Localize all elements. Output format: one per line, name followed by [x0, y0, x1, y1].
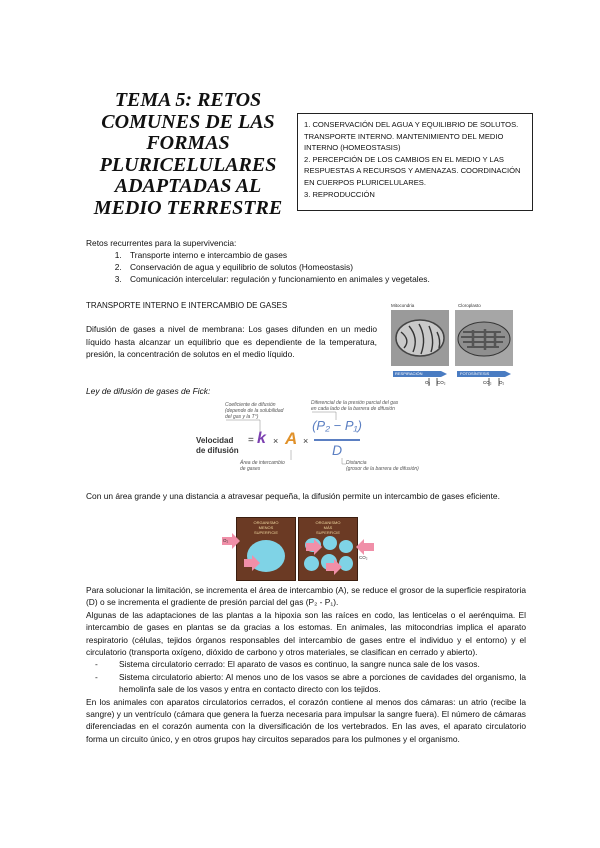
gas-label: CO₂ — [437, 380, 446, 385]
title-line: MEDIO TERRESTRE — [93, 196, 283, 219]
adaptations-section — [86, 584, 526, 745]
annotation-leaders — [196, 398, 456, 482]
annotation-line: (depende de la solubilidad — [225, 408, 284, 414]
gas-label: O₂ — [499, 380, 505, 385]
bar-label: FOTOSÍNTESIS — [460, 371, 490, 376]
gas-label: CO₂ — [483, 380, 492, 385]
intro-list — [86, 249, 526, 285]
times-sign: × — [273, 436, 279, 446]
summary-item: 1. CONSERVACIÓN DEL AGUA Y EQUILIBRIO DE SOLUTOS. TRANSPORTE INTERNO. MANTENIMIENTO DEL MEDIO INTERNO (HOMEOSTASIS) — [304, 120, 519, 153]
summary-item: 2. PERCEPCIÓN DE LOS CAMBIOS EN EL MEDIO Y LAS RESPUESTAS A RECURSOS Y AMENAZAS. COORDINACIÓN EN CUERPOS PLURICELULARES. — [304, 154, 521, 187]
efficiency-paragraph: Con un área grande y una distancia a atravesar pequeña, la difusión permite un intercambio de gases eficiente. — [86, 491, 500, 501]
equals-sign: = — [248, 435, 254, 446]
micrograph-label: Cloroplasto — [458, 303, 481, 308]
formula-lhs-line: Velocidad — [196, 436, 234, 445]
annotation-line: del gas y la T°) — [225, 414, 259, 420]
organelle-micrographs — [389, 300, 515, 388]
coefficient-k: k — [257, 430, 266, 447]
panel-label-line: SUPERFICIE — [315, 530, 340, 535]
panel-label-line: MÁS — [323, 525, 333, 530]
micrograph-label: Mitocondria — [391, 303, 415, 308]
pressure-numerator: (P₂ − P₁) — [312, 418, 362, 433]
list-item: - Sistema circulatorio abierto: Al menos uno de los vasos se abre a porciones de cavidades del organismo, la hemolinfa sale de los vasos y entra en contacto directo con los tejidos. — [86, 671, 526, 696]
micrograph-images — [389, 310, 515, 368]
diffusion-paragraph — [86, 323, 377, 361]
gas-in-label: O₂ — [223, 538, 229, 543]
gas-out-label: CO₂ — [359, 555, 368, 560]
title-line: FORMAS — [146, 132, 230, 154]
gas-flow-arrows — [222, 517, 374, 582]
title-line: ADAPTADAS AL — [114, 175, 262, 197]
heart-paragraph: En los animales con aparatos circulatorios cerrados, el corazón contiene al menos dos cámaras: un atrio (recibe la sangre) y un ventrículo (cámara que genera la fuerza necesaria para impulsar la sangre fuera). El número de cámaras diferenciadas en el corazón aumenta con la diversificación de los vertebrados. En las aves, el aparato circulatorio forma un circuito único, y en otros grupos hay circuitos separados para los pulmones y el organismo. — [86, 696, 526, 744]
annotation-line: Área de intercambio — [240, 460, 285, 466]
surface-diagram — [222, 517, 374, 582]
annotation-line: Distancia — [346, 460, 367, 466]
adaptations-paragraph: Algunas de las adaptaciones de las plantas a la hipoxia son las raíces en codo, las lenticelas o el aerénquima. El intercambio de gases en plantas se da gracias a los estomas. En animales, las mitocondrias implica el aparato respiratorio (células, tejidos órganos responsables del intercambio de gases entre el individuo y el entorno) y el circulatorio (transporta oxígeno, dióxido de carbono y otros materiales, se clasifican en cerrado y abierto). — [86, 609, 526, 658]
circulatory-list — [86, 658, 526, 695]
title-line: TEMA 5: RETOS — [114, 89, 262, 111]
annotation-line: en cada lado de la barrera de difusión — [311, 406, 395, 412]
title-line: PLURICELULARES — [99, 153, 277, 176]
formula-lhs-line: de difusión — [196, 446, 239, 455]
title-line: COMUNES DE LAS — [101, 110, 275, 133]
list-item: - Sistema circulatorio cerrado: El aparato de vasos es continuo, la sangre nunca sale de los vasos. — [86, 658, 526, 670]
fick-heading: Ley de difusión de gases de Fick: — [86, 386, 211, 396]
section-heading: TRANSPORTE INTERNO E INTERCAMBIO DE GASES — [86, 301, 288, 310]
annotation-line: de gases — [240, 466, 261, 472]
panel-label-line: MENOS — [258, 525, 274, 530]
times-sign: × — [303, 436, 309, 446]
panel-label-line: ORGANISMO — [315, 520, 341, 525]
bar-label: RESPIRACIÓN — [395, 371, 423, 376]
distance-D: D — [331, 442, 343, 458]
intro-section — [86, 237, 526, 285]
fick-formula — [196, 398, 456, 482]
summary-box — [297, 113, 533, 211]
annotation-line: (grosor de la barrera de difusión) — [346, 466, 419, 472]
list-item: 3. Comunicación intercelular: regulación y funcionamiento en animales y vegetales. — [124, 273, 526, 285]
page-title — [88, 90, 288, 219]
annotation-line: Coeficiente de difusión — [225, 402, 276, 408]
panel-label-line: SUPERFICIE — [253, 530, 278, 535]
gas-label: O₂ — [425, 380, 431, 385]
list-item: 2. Conservación de agua y equilibrio de solutos (Homeostasis) — [124, 261, 526, 273]
summary-item: 3. REPRODUCCIÓN — [304, 189, 375, 199]
diffusion-text: Difusión de gases a nivel de membrana: Los gases difunden en un medio líquido hasta alcanzar un equilibrio que es dependiente de la temperatura, presión, la concentración de solutos en el medio líquido. — [86, 324, 377, 359]
annotation-line: Diferencial de la presión parcial del gas — [311, 400, 399, 406]
list-item: 1. Transporte interno e intercambio de gases — [124, 249, 526, 261]
intro-heading: Retos recurrentes para la supervivencia: — [86, 238, 237, 248]
area-A: A — [285, 429, 298, 448]
panel-label-line: ORGANISMO — [253, 520, 279, 525]
limitation-paragraph: Para solucionar la limitación, se incrementa el área de intercambio (A), se reduce el grosor de la superficie respiratoria (D) o se incrementa el gradiente de presión parcial del gas (P₂ - P₁). — [86, 585, 526, 608]
